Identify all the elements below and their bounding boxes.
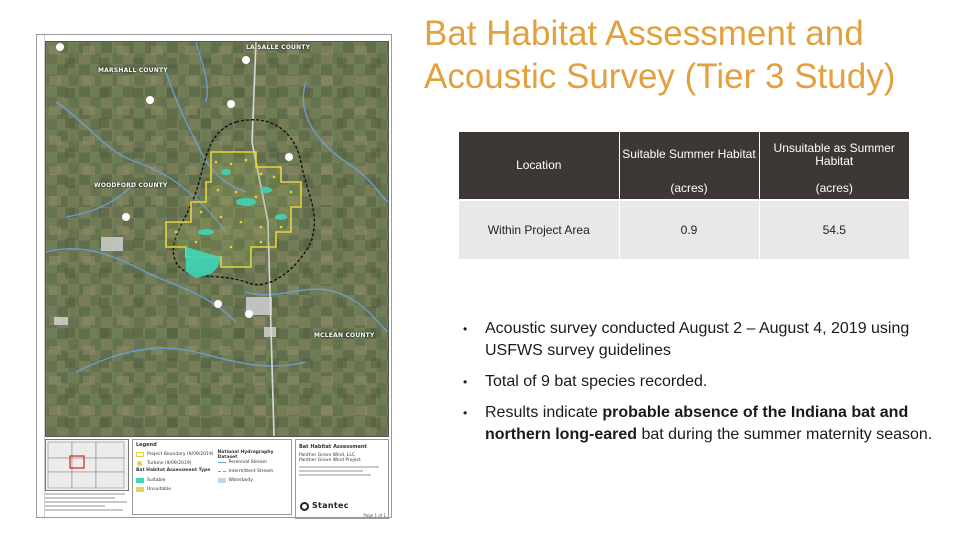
habitat-table [459, 132, 909, 259]
aerial-map [45, 41, 389, 437]
waterbody-swatch [218, 478, 226, 483]
legend-assessment-heading: Bat Habitat Assessment Type [136, 468, 211, 473]
company-logo-text: Stantec [312, 501, 349, 510]
project-map-figure [36, 34, 392, 518]
legend-label: Suitable [147, 478, 166, 483]
map-page-number: Page 1 of 1 [363, 513, 386, 518]
legend-unsuitable [136, 485, 214, 494]
map-side-strip [37, 35, 45, 517]
bullet-text: bat during the summer maternity season. [637, 426, 933, 443]
legend-turbine [136, 459, 214, 468]
legend-suitable [136, 476, 214, 485]
county-label-marshall: MARSHALL COUNTY [98, 67, 168, 74]
slide-title [424, 12, 944, 98]
table-row [459, 200, 909, 259]
locator-inset-graphic [46, 440, 128, 490]
bullet-icon: • [463, 375, 468, 389]
cell-suitable-acres: 0.9 [619, 200, 759, 259]
map-legend [132, 439, 292, 515]
cell-location: Within Project Area [459, 200, 619, 259]
header-suitable [619, 132, 759, 200]
legend-label: Unsuitable [147, 487, 171, 492]
bullet-icon: • [463, 322, 468, 336]
perennial-swatch [218, 462, 226, 463]
legend-label: Project Boundary (9/09/2019) [147, 452, 214, 457]
legend-perennial-stream [218, 458, 288, 467]
map-project-line: Panther Grove Wind Project [299, 458, 361, 463]
map-client-line: Panther Grove Wind, LLC [299, 453, 355, 458]
header-suitable-unit: (acres) [670, 180, 708, 195]
header-unsuitable-unit: (acres) [815, 180, 853, 195]
map-legend-area [45, 439, 389, 517]
list-item [457, 318, 937, 362]
bullet-text: Total of 9 bat species recorded. [485, 373, 708, 390]
header-location-label: Location [516, 158, 562, 172]
legend-label: Waterbody [228, 478, 253, 483]
legend-waterbody [218, 476, 288, 485]
legend-label: Turbine (9/09/2019) [147, 461, 192, 466]
map-title: Bat Habitat Assessment [299, 444, 367, 450]
intermittent-swatch [218, 471, 226, 472]
findings-list [457, 318, 937, 455]
county-label-woodford: WOODFORD COUNTY [94, 182, 168, 189]
county-label-lasalle: LA SALLE COUNTY [246, 44, 311, 51]
county-label-mclean: MCLEAN COUNTY [314, 332, 375, 339]
title-line-1: Bat Habitat Assessment and [424, 14, 864, 53]
legend-label: Perennial Stream [228, 460, 268, 465]
legend-title: Legend [136, 442, 157, 448]
stantec-logo-icon [300, 502, 309, 511]
header-suitable-label: Suitable Summer Habitat [622, 147, 756, 161]
title-line-2: Acoustic Survey (Tier 3 Study) [424, 57, 896, 96]
map-notes [45, 493, 129, 513]
list-item [457, 402, 937, 446]
boundary-swatch [136, 452, 144, 457]
unsuitable-swatch [136, 487, 144, 492]
legend-hydrography-heading: National Hydrography Dataset [217, 450, 274, 460]
bullet-text: Acoustic survey conducted August 2 – August 4, 2019 using USFWS survey guidelines [485, 320, 910, 359]
map-title-block [295, 439, 389, 519]
bullet-text: Results indicate [485, 404, 603, 421]
header-location [459, 132, 619, 200]
legend-project-boundary [136, 450, 214, 459]
turbine-swatch [137, 461, 142, 466]
aerial-map-graphic [46, 42, 388, 436]
legend-intermittent-stream [218, 467, 288, 476]
header-unsuitable [759, 132, 909, 200]
bullet-bold-text: probable absence of the Indiana bat and northern long-eared [485, 404, 909, 443]
locator-inset-map [45, 439, 129, 491]
suitable-swatch [136, 478, 144, 483]
list-item [457, 371, 937, 393]
cell-unsuitable-acres: 54.5 [759, 200, 909, 259]
bullet-icon: • [463, 406, 468, 420]
header-unsuitable-label: Unsuitable as Summer Habitat [773, 140, 895, 168]
legend-label: Intermittent Stream [228, 469, 274, 474]
